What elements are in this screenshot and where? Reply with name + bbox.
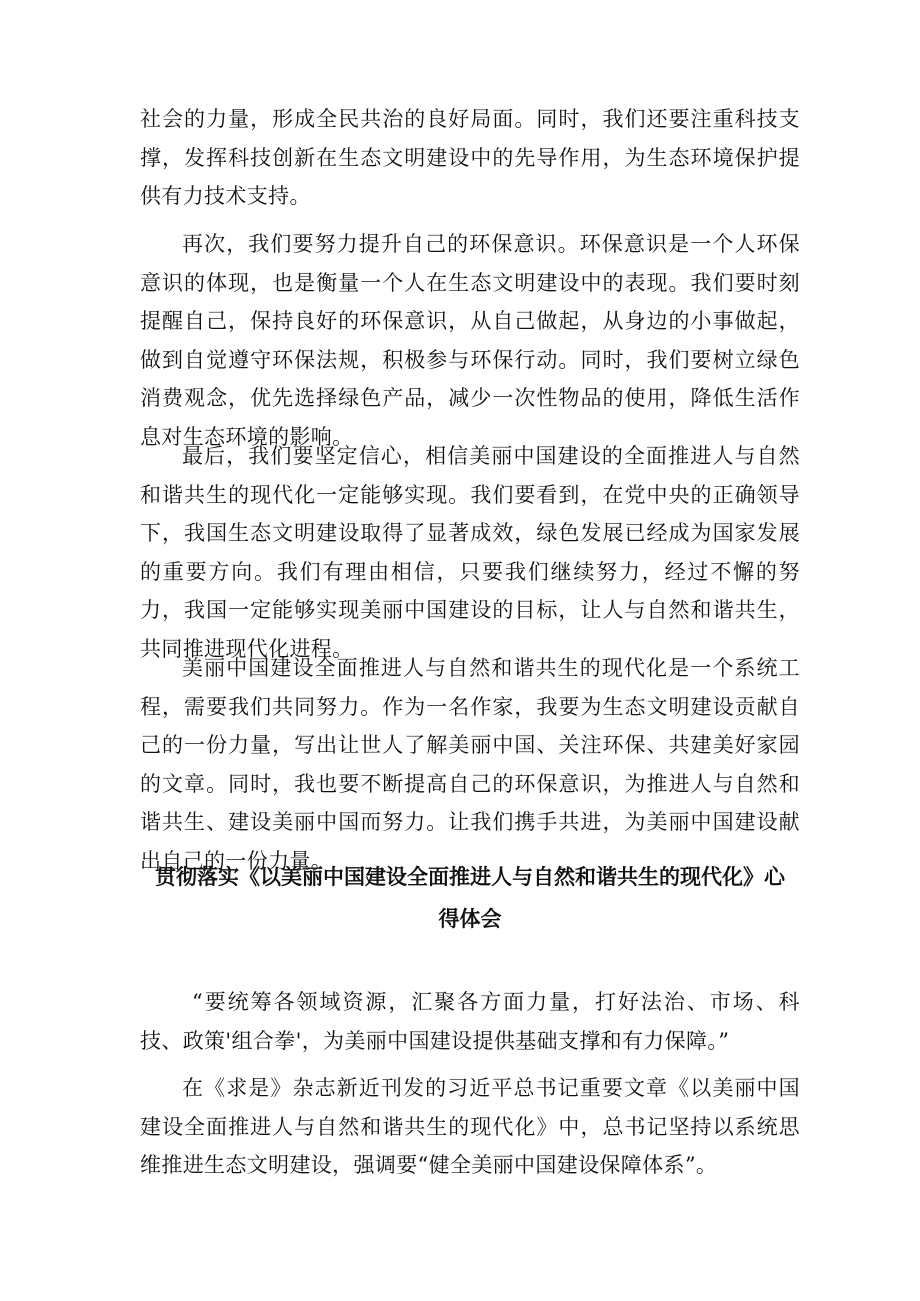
paragraph-1: 社会的力量，形成全民共治的良好局面。同时，我们还要注重科技支撑，发挥科技创新在生态文明建设中的先导作用，为生态环境保护提供有力技术支持。 bbox=[140, 107, 800, 208]
quote-paragraph: “要统筹各领域资源，汇聚各方面力量，打好法治、市场、科技、政策'组合拳'，为美丽中国建设提供基础支撑和有力保障。” bbox=[140, 990, 800, 1053]
paragraph-4: 美丽中国建设全面推进人与自然和谐共生的现代化是一个系统工程，需要我们共同努力。作为一名作家，我要为生态文明建设贡献自己的一份力量，写出让世人了解美丽中国、关注环保、共建美好家园的文章。同时，我也要不断提高自己的环保意识，为推进人与自然和谐共生、建设美丽中国而努力。让我们携手共进，为美丽中国建设献出自己的一份力量。 bbox=[140, 656, 800, 873]
paragraph-3: 最后，我们要坚定信心，相信美丽中国建设的全面推进人与自然和谐共生的现代化一定能够实现。我们要看到，在党中央的正确领导下，我国生态文明建设取得了显著成效，绿色发展已经成为国家发展的重要方向。我们有理由相信，只要我们继续努力，经过不懈的努力，我国一定能够实现美丽中国建设的目标，让人与自然和谐共生，共同推进现代化进程。 bbox=[140, 444, 800, 661]
article-title-line-2: 得体会 bbox=[438, 907, 502, 931]
article-title-line-1: 贯彻落实《以美丽中国建设全面推进人与自然和谐共生的现代化》心 bbox=[155, 865, 785, 889]
paragraph-2: 再次，我们要努力提升自己的环保意识。环保意识是一个人环保意识的体现，也是衡量一个人在生态文明建设中的表现。我们要时刻提醒自己，保持良好的环保意识，从自己做起，从身边的小事做起，做到自觉遵守环保法规，积极参与环保行动。同时，我们要树立绿色消费观念，优先选择绿色产品，减少一次性物品的使用，降低生活作息对生态环境的影响。 bbox=[140, 232, 800, 449]
closing-paragraph: 在《求是》杂志新近刊发的习近平总书记重要文章《以美丽中国建设全面推进人与自然和谐共生的现代化》中，总书记坚持以系统思维推进生态文明建设，强调要“健全美丽中国建设保障体系”。 bbox=[140, 1076, 800, 1177]
